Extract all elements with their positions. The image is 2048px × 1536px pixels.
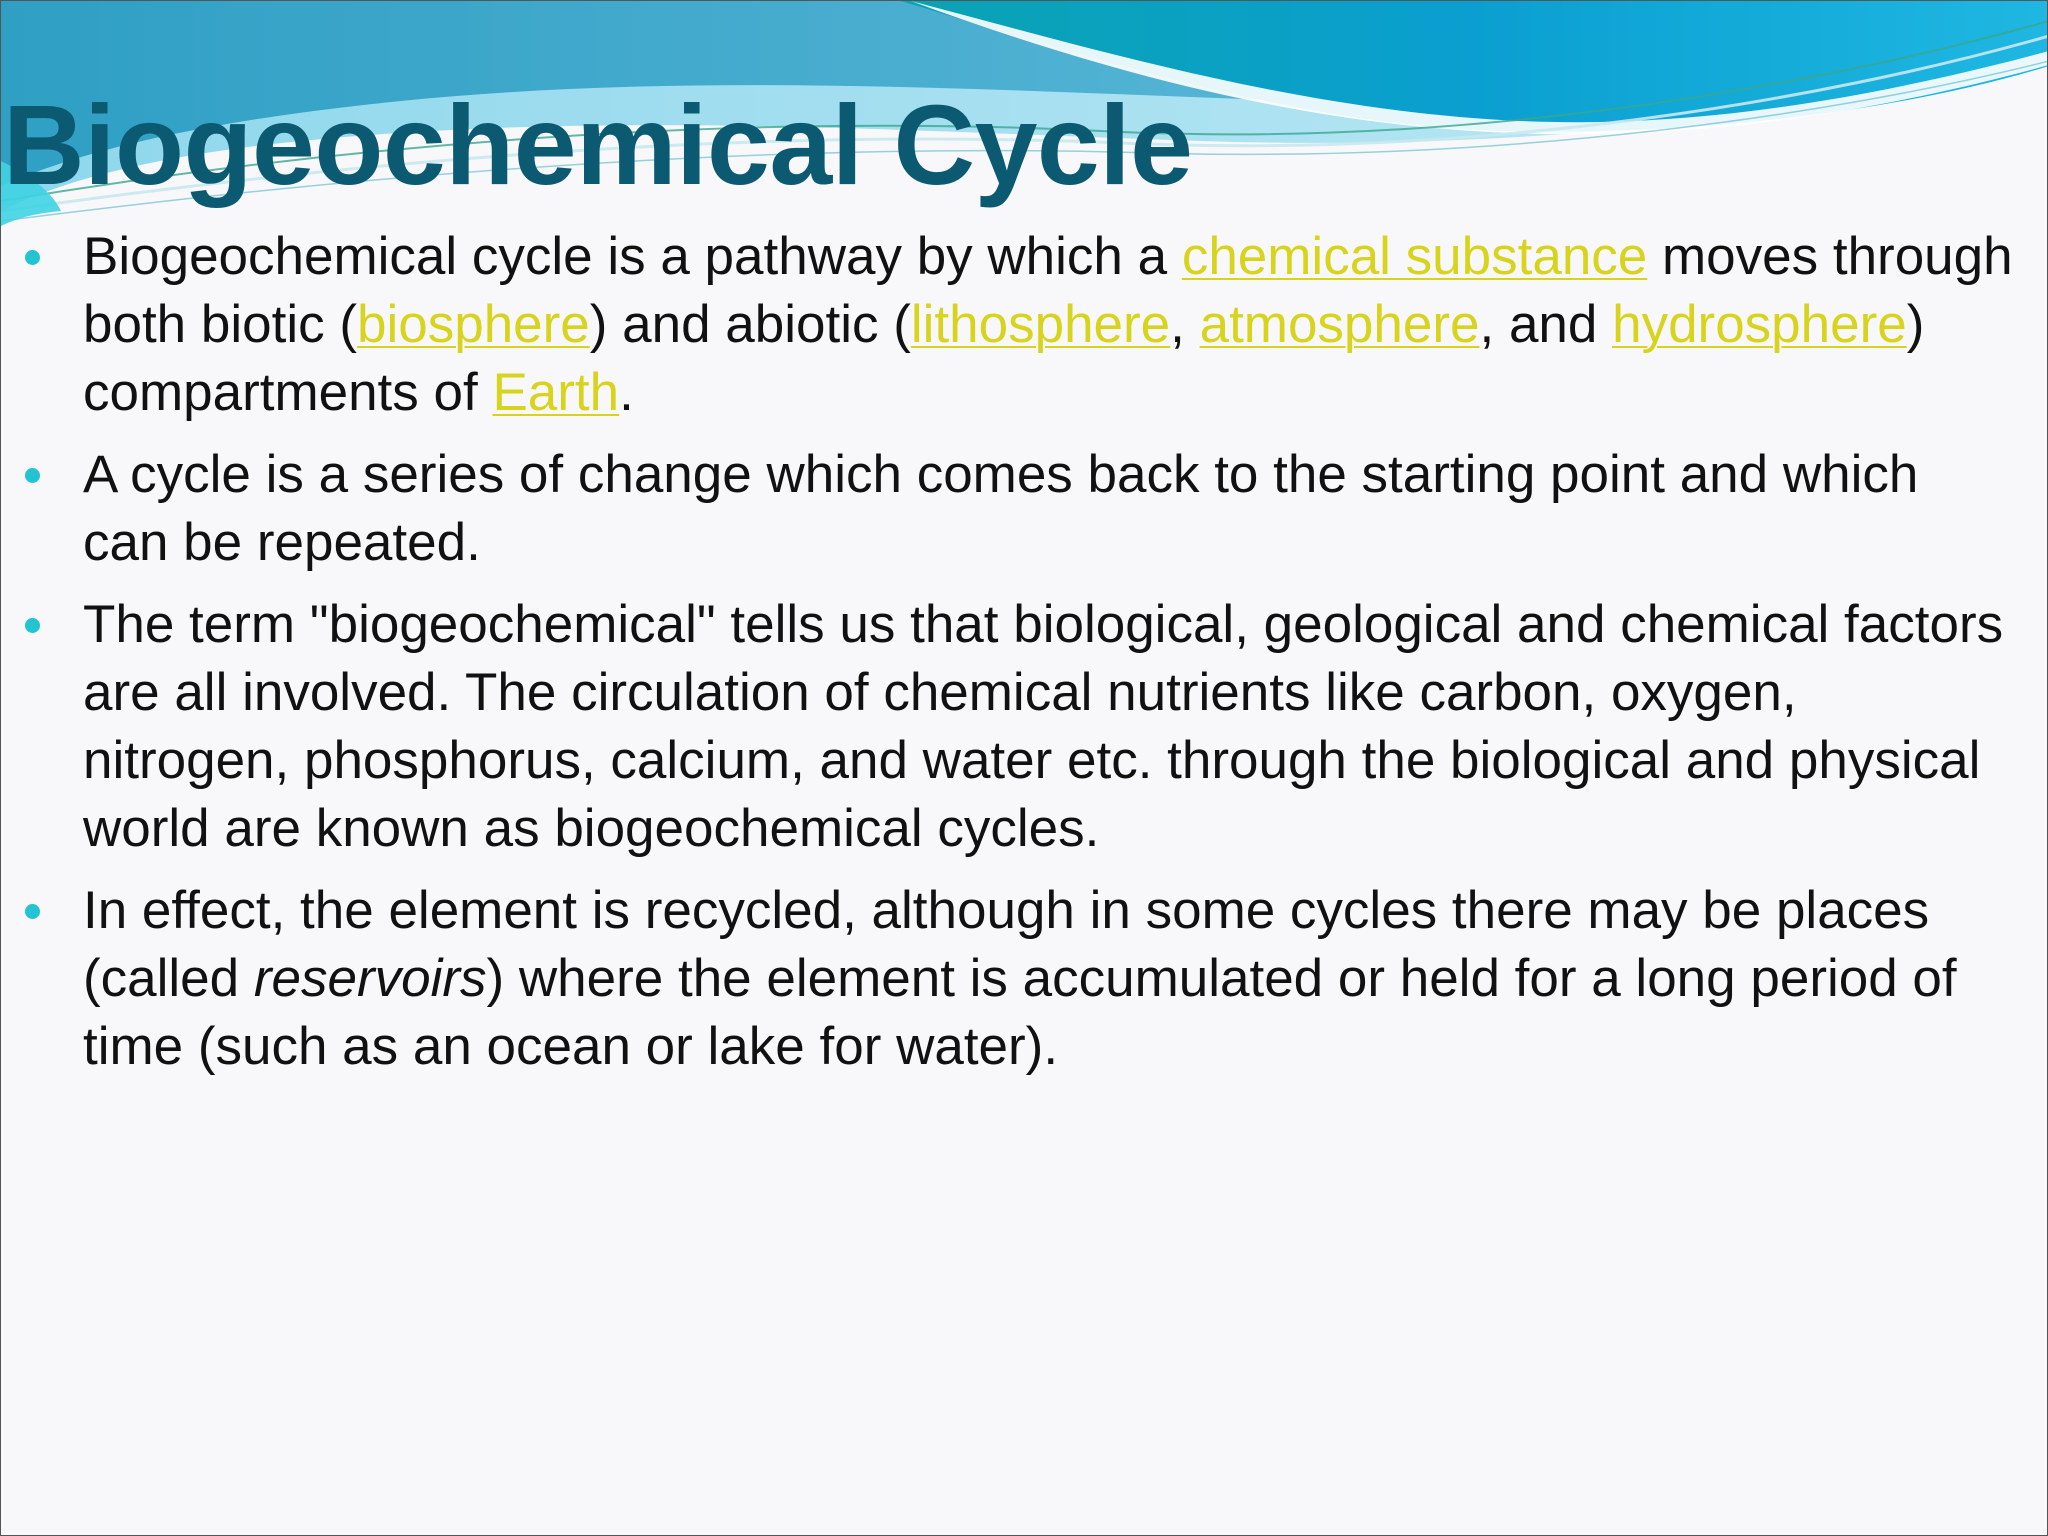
bullet-text: , and (1479, 295, 1613, 354)
bullet-item (83, 877, 2013, 1081)
bullet-text: ) and abiotic ( (589, 295, 911, 354)
bullet-dot-icon (25, 468, 40, 483)
link-hydrosphere[interactable]: hydrosphere (1612, 295, 1907, 354)
bullet-text: The term "biogeochemical" tells us that biological, geological and chemical factors are all involved. The circulation of chemical nutrients like carbon, oxygen, nitrogen, phosphorus, calcium, and water etc. through the biological and physical world are known as biogeochemical cycles. (83, 595, 2004, 858)
link-lithosphere[interactable]: lithosphere (910, 295, 1171, 354)
emphasis-reservoirs: reservoirs (253, 949, 487, 1008)
bullet-text: ) compartments of (83, 295, 1925, 422)
bullet-text: moves through both biotic ( (83, 227, 2013, 354)
bullet-text: . (619, 363, 634, 422)
link-earth[interactable]: Earth (492, 363, 620, 422)
bullet-text: In effect, the element is recycled, although in some cycles there may be places (called (83, 881, 1930, 1008)
bullet-text: Biogeochemical cycle is a pathway by which a (83, 227, 1182, 286)
bullet-text: ) where the element is accumulated or held for a long period of time (such as an ocean or lake for water). (83, 949, 1957, 1076)
slide-title: Biogeochemical Cycle (3, 82, 1193, 208)
link-biosphere[interactable]: biosphere (356, 295, 590, 354)
bullet-item (83, 591, 2013, 863)
bullet-text: , (1170, 295, 1200, 354)
link-chemical-substance[interactable]: chemical substance (1181, 227, 1648, 286)
bullet-text: A cycle is a series of change which comes back to the starting point and which can be repeated. (83, 445, 1919, 572)
bullet-item (83, 441, 2013, 577)
bullet-item (83, 223, 2013, 427)
bullet-list (83, 223, 2013, 1095)
bullet-dot-icon (25, 618, 40, 633)
bullet-dot-icon (25, 250, 40, 265)
bullet-dot-icon (25, 904, 40, 919)
link-atmosphere[interactable]: atmosphere (1199, 295, 1480, 354)
